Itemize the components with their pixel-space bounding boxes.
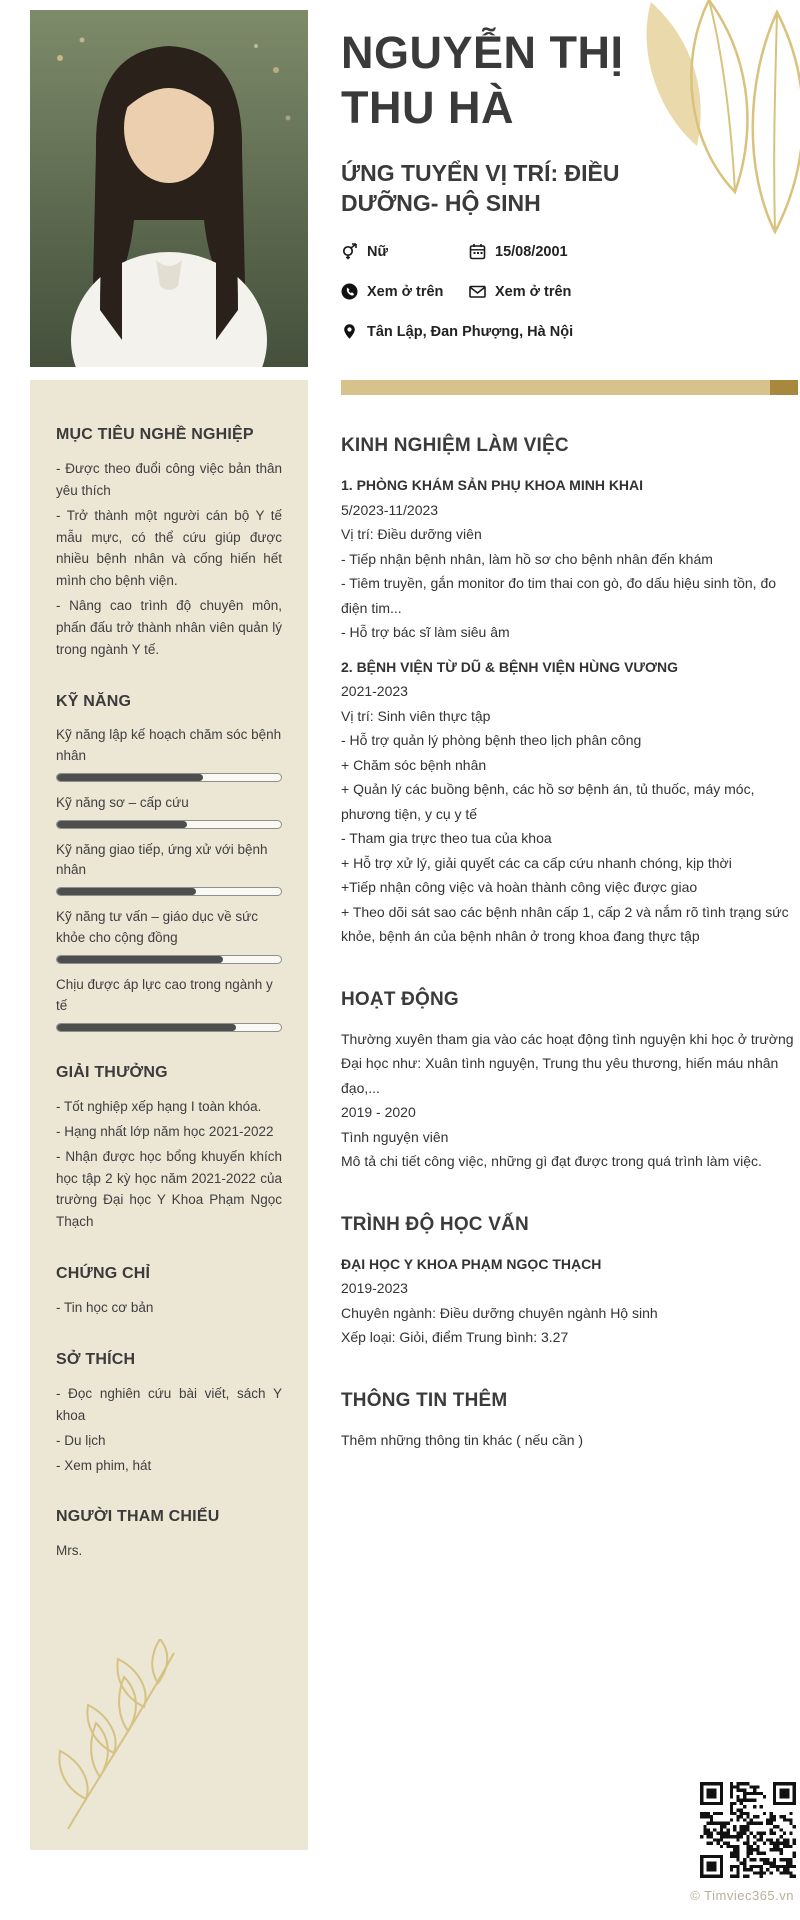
award-item: - Nhận được học bổng khuyến khích học tập 2 kỳ học năm 2021-2022 của trường Đại học Y Khoa Phạm Ngọc Thạch xyxy=(56,1148,282,1230)
experience-entry xyxy=(341,473,798,645)
accent-bar xyxy=(341,380,798,395)
section-objective xyxy=(56,426,282,661)
activities-period: 2019 - 2020 xyxy=(341,1104,416,1120)
phone-icon xyxy=(341,283,358,300)
activities-heading: HOẠT ĐỘNG xyxy=(341,988,459,1010)
certificate-item: - Tin học cơ bản xyxy=(56,1300,154,1316)
address-value: Tân Lập, Đan Phượng, Hà Nội xyxy=(367,323,574,340)
sidebar-leaf-decoration xyxy=(52,1639,202,1834)
job-role: Vị trí: Sinh viên thực tập xyxy=(341,707,491,724)
job-detail: - Hỗ trợ bác sĩ làm siêu âm xyxy=(341,624,510,640)
gender-icon xyxy=(341,243,358,260)
location-pin-icon xyxy=(341,323,358,340)
activities-role: Tình nguyện viên xyxy=(341,1128,449,1145)
job-detail: + Chăm sóc bệnh nhân xyxy=(341,756,487,773)
activities-description: Thường xuyên tham gia vào các hoạt động tình nguyện khi học ở trường Đại học như: Xuân tình nguyện, Trung thu yêu thương, hiến máu nhân đạo,... xyxy=(341,1030,794,1096)
education-period: 2019-2023 xyxy=(341,1280,408,1296)
skill-item xyxy=(56,975,282,1032)
job-detail: + Hỗ trợ xử lý, giải quyết các ca cấp cứu nhanh chóng, kịp thời xyxy=(341,854,732,871)
objective-paragraph: - Nâng cao trình độ chuyên môn, phấn đấu trở thành nhân viên quản lý trong ngành Y tế. xyxy=(56,598,282,657)
experience-entry xyxy=(341,655,798,949)
skills-heading: KỸ NĂNG xyxy=(56,692,132,710)
profile-photo xyxy=(30,10,308,367)
awards-heading: GIẢI THƯỞNG xyxy=(56,1064,168,1082)
education-grade: Xếp loại: Giỏi, điểm Trung bình: 3.27 xyxy=(341,1329,569,1345)
reference-item: Mrs. xyxy=(56,1543,83,1559)
skill-bar xyxy=(56,773,282,782)
candidate-name: NGUYỄN THỊ THU HÀ xyxy=(341,27,624,133)
mail-icon xyxy=(469,283,486,300)
section-references xyxy=(56,1508,282,1562)
job-title: 2. BỆNH VIỆN TỪ DŨ & BỆNH VIỆN HÙNG VƯƠNG xyxy=(341,658,678,675)
email-field xyxy=(469,283,771,300)
hobby-item: - Xem phim, hát xyxy=(56,1457,152,1473)
gender-field xyxy=(341,243,469,260)
education-heading: TRÌNH ĐỘ HỌC VẤN xyxy=(341,1213,529,1235)
section-certificates xyxy=(56,1265,282,1319)
main-column xyxy=(341,380,798,1492)
skill-label: Kỹ năng giao tiếp, ứng xử với bệnh nhân xyxy=(56,841,268,878)
job-period: 2021-2023 xyxy=(341,683,408,699)
job-detail: +Tiếp nhận công việc và hoàn thành công việc được giao xyxy=(341,879,698,895)
hobbies-heading: SỞ THÍCH xyxy=(56,1351,136,1369)
section-activities xyxy=(341,989,798,1174)
award-item: - Tốt nghiệp xếp hạng I toàn khóa. xyxy=(56,1099,262,1115)
dob-value: 15/08/2001 xyxy=(495,243,568,260)
job-detail: + Quản lý các buồng bệnh, các hồ sơ bệnh án, tủ thuốc, máy móc, phương tiện, y cụ y tế xyxy=(341,781,755,822)
address-field xyxy=(341,323,771,340)
hobby-item: - Đọc nghiên cứu bài viết, sách Y khoa xyxy=(56,1386,282,1423)
education-school: ĐẠI HỌC Y KHOA PHẠM NGỌC THẠCH xyxy=(341,1255,602,1272)
email-value: Xem ở trên xyxy=(495,283,572,300)
section-education xyxy=(341,1214,798,1350)
job-title: 1. PHÒNG KHÁM SẢN PHỤ KHOA MINH KHAI xyxy=(341,477,644,493)
skill-item xyxy=(56,725,282,782)
accent-bar-end xyxy=(770,380,798,395)
calendar-icon xyxy=(469,243,486,260)
extra-info-heading: THÔNG TIN THÊM xyxy=(341,1389,508,1411)
extra-info-text: Thêm những thông tin khác ( nếu cần ) xyxy=(341,1431,584,1448)
skill-bar-fill xyxy=(57,774,203,781)
skill-bar-fill xyxy=(57,821,187,828)
job-role: Vị trí: Điều dưỡng viên xyxy=(341,526,482,542)
skill-item xyxy=(56,840,282,897)
skill-label: Kỹ năng lập kế hoạch chăm sóc bệnh nhân xyxy=(56,726,282,763)
header xyxy=(341,26,721,219)
section-hobbies xyxy=(56,1351,282,1476)
section-skills xyxy=(56,693,282,1032)
skill-label: Kỹ năng tư vấn – giáo dục về sức khỏe cho cộng đồng xyxy=(56,909,258,946)
objective-paragraph: - Trở thành một người cán bộ Y tế mẫu mực, có thể cứu giúp được nhiều bệnh nhân và cống hiến hết mình cho bệnh viện. xyxy=(56,507,282,589)
job-detail: + Theo dõi sát sao các bệnh nhân cấp 1, cấp 2 và nắm rõ tình trạng sức khỏe, bệnh án của bệnh nhân ở trong khoa đang thực tập xyxy=(341,903,789,944)
objective-paragraph: - Được theo đuổi công việc bản thân yêu thích xyxy=(56,461,282,498)
profile-photo-illustration xyxy=(30,10,308,367)
skill-bar-fill xyxy=(57,956,223,963)
experience-heading: KINH NGHIỆM LÀM VIỆC xyxy=(341,435,569,456)
gender-value: Nữ xyxy=(367,243,388,260)
job-detail: - Tiêm truyền, gắn monitor đo tim thai con gò, đo dấu hiệu sinh tồn, đo điện tim... xyxy=(341,575,777,616)
skill-bar xyxy=(56,1023,282,1032)
dob-field xyxy=(469,243,771,260)
skill-bar xyxy=(56,955,282,964)
skill-bar-fill xyxy=(57,1024,236,1031)
qr-code xyxy=(700,1782,796,1878)
objective-heading: MỤC TIÊU NGHỀ NGHIỆP xyxy=(56,426,254,443)
phone-field xyxy=(341,283,469,300)
job-detail: - Hỗ trợ quản lý phòng bệnh theo lịch phân công xyxy=(341,732,642,748)
references-heading: NGƯỜI THAM CHIẾU xyxy=(56,1508,220,1526)
skill-bar-fill xyxy=(57,888,196,895)
job-detail: - Tiếp nhận bệnh nhân, làm hồ sơ cho bệnh nhân đến khám xyxy=(341,550,713,567)
award-item: - Hạng nhất lớp năm học 2021-2022 xyxy=(56,1123,274,1139)
skill-label: Chịu được áp lực cao trong ngành y tế xyxy=(56,977,273,1014)
skill-bar xyxy=(56,820,282,829)
activities-placeholder: Mô tả chi tiết công việc, những gì đạt được trong quá trình làm việc. xyxy=(341,1153,762,1169)
job-detail: - Tham gia trực theo tua của khoa xyxy=(341,830,552,846)
education-major: Chuyên ngành: Điều dưỡng chuyên ngành Hộ sinh xyxy=(341,1304,658,1321)
certificates-heading: CHỨNG CHỈ xyxy=(56,1265,151,1283)
section-experience xyxy=(341,435,798,949)
section-awards xyxy=(56,1064,282,1233)
skill-item xyxy=(56,907,282,964)
sidebar xyxy=(30,380,308,1850)
phone-value: Xem ở trên xyxy=(367,283,444,300)
skill-bar xyxy=(56,887,282,896)
skill-label: Kỹ năng sơ – cấp cứu xyxy=(56,794,189,810)
section-extra-info xyxy=(341,1390,798,1453)
skill-item xyxy=(56,793,282,829)
watermark-copyright: © Timviec365.vn xyxy=(690,1888,794,1903)
applied-position: ỨNG TUYỂN VỊ TRÍ: ĐIỀU DƯỠNG- HỘ SINH xyxy=(341,159,620,217)
job-period: 5/2023-11/2023 xyxy=(341,501,439,518)
personal-info xyxy=(341,243,771,340)
hobby-item: - Du lịch xyxy=(56,1432,106,1448)
